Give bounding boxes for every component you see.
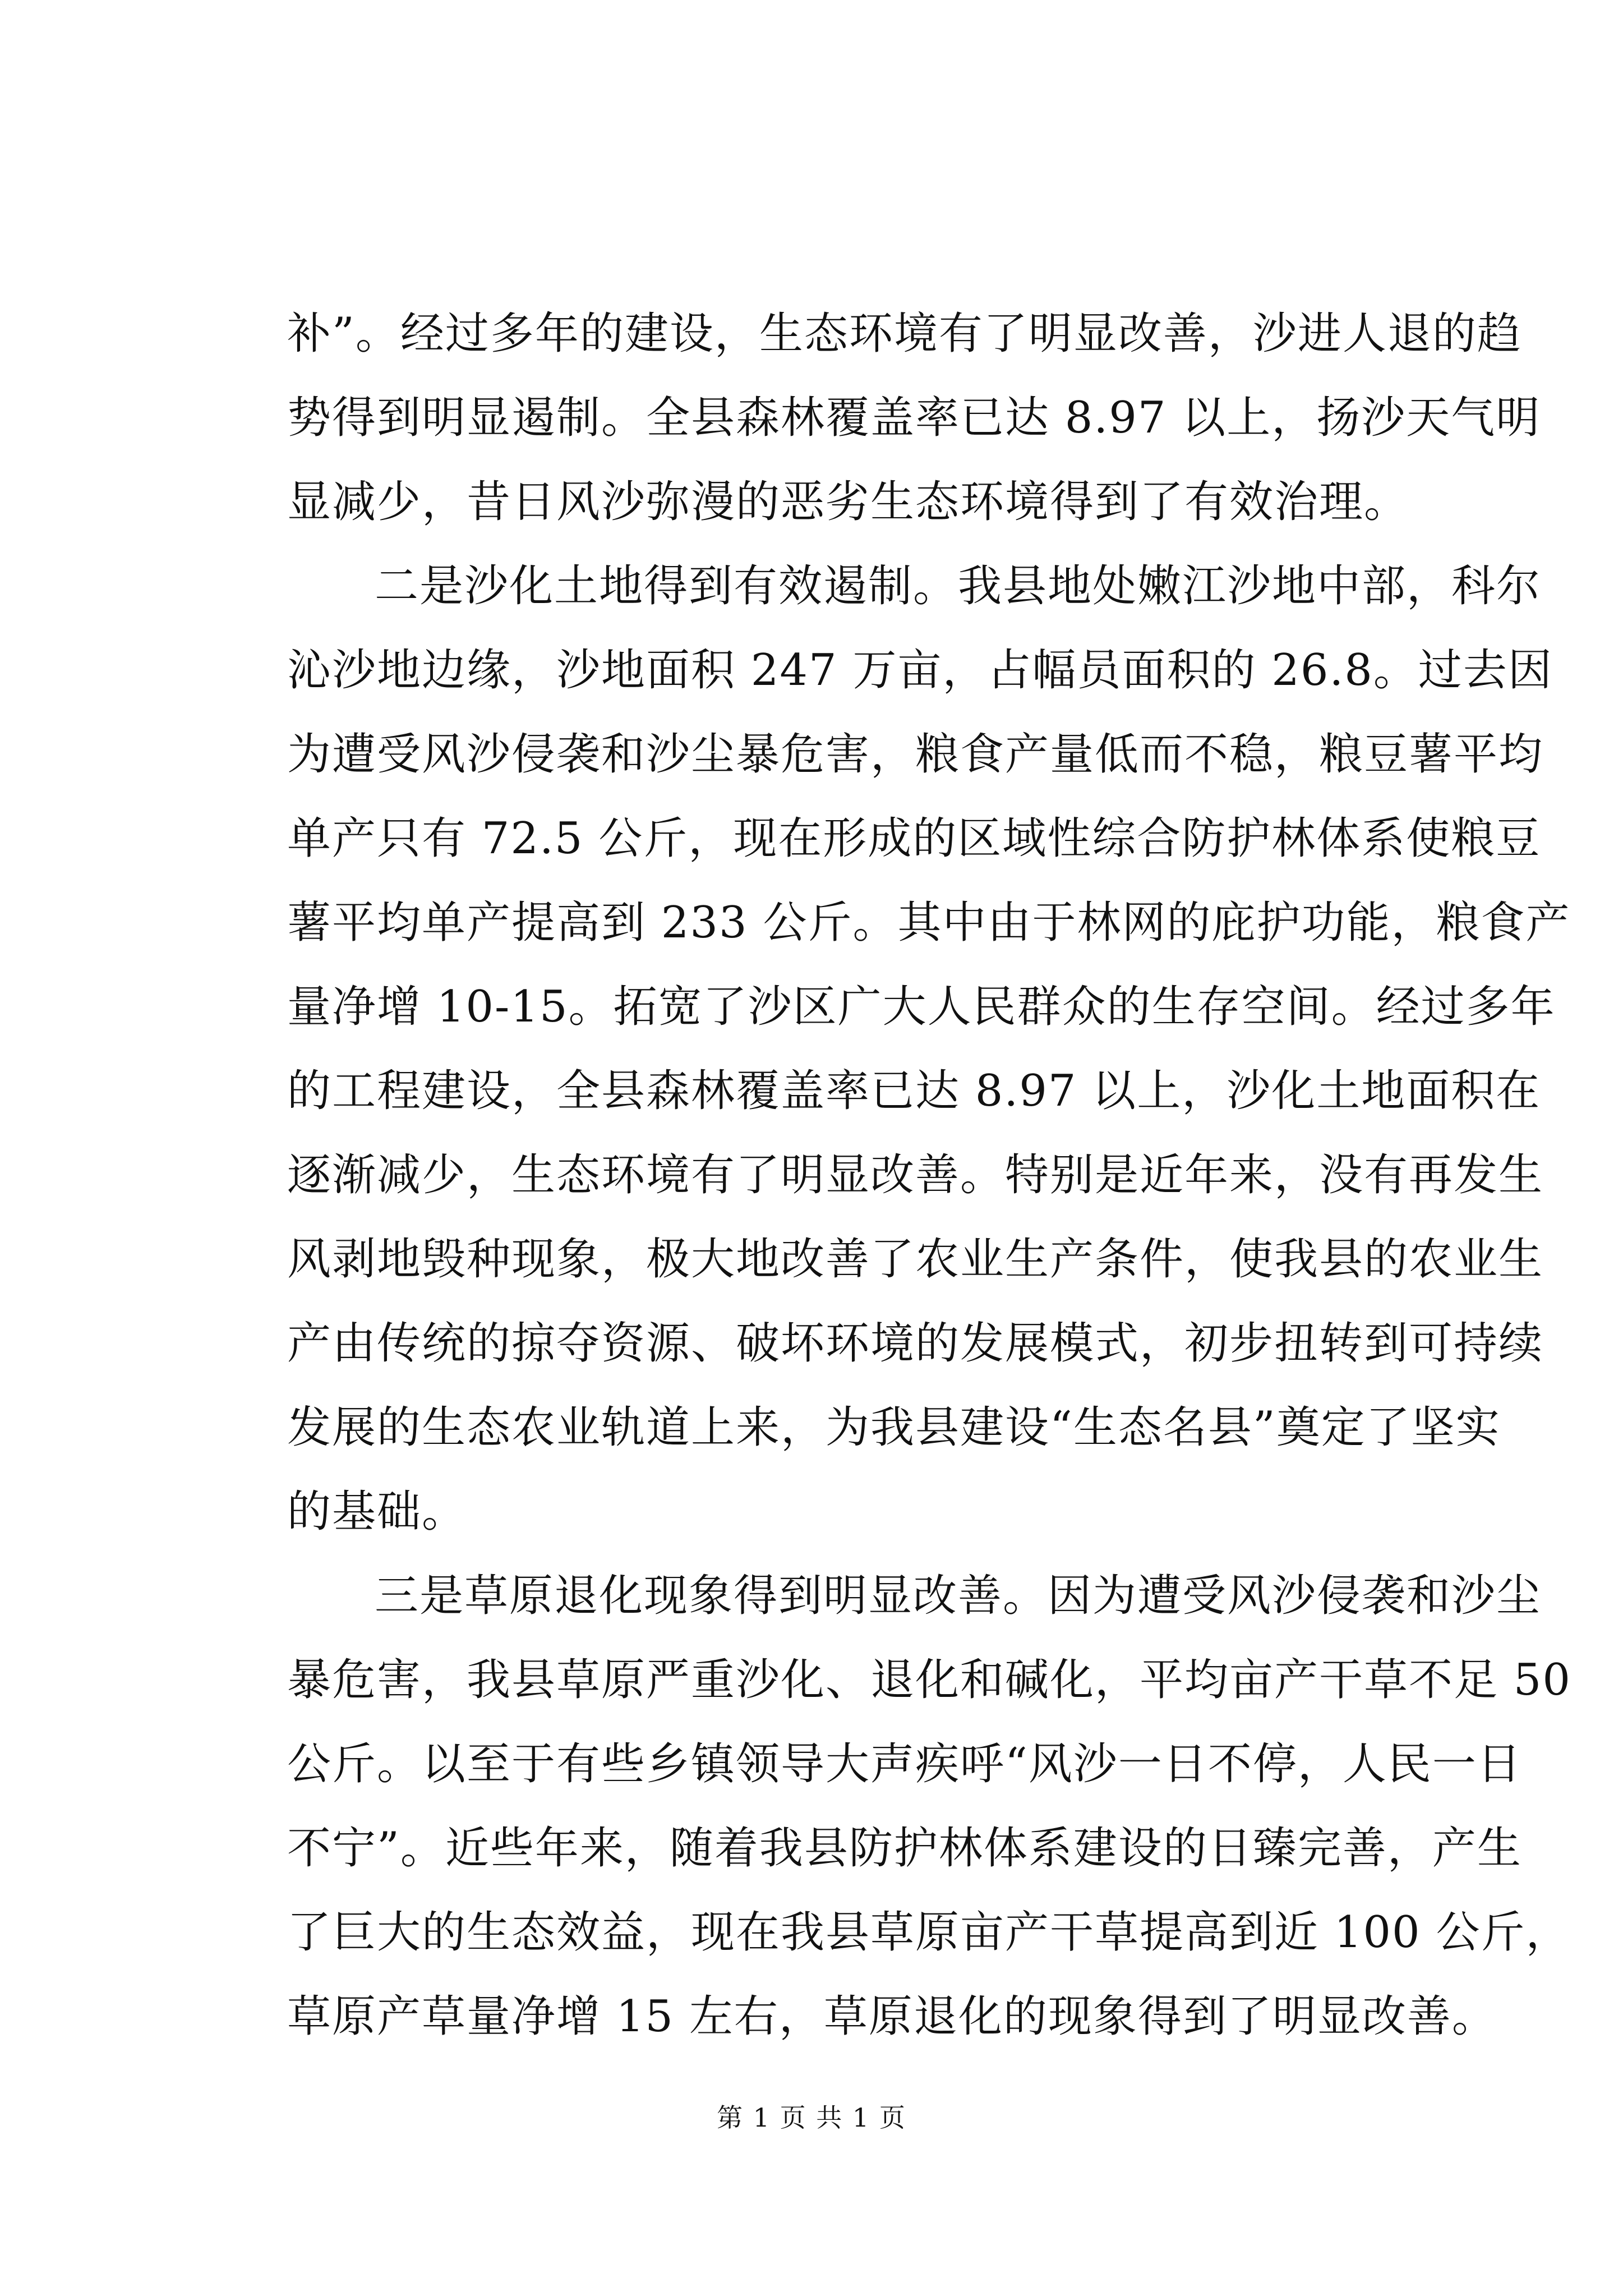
text-line: 产由传统的掠夺资源、破坏环境的发展模式，初步扭转到可持续 [287,1318,1544,1369]
text-line: 势得到明显遏制。全县森林覆盖率已达 8.97 以上，扬沙天气明 [287,393,1541,443]
text-line: 暴危害，我县草原严重沙化、退化和碱化，平均亩产干草不足 50 [287,1655,1572,1705]
text-line: 不宁”。近些年来，随着我县防护林体系建设的日臻完善，产生 [287,1823,1522,1874]
text-line: 风剥地毁种现象，极大地改善了农业生产条件，使我县的农业生 [287,1234,1544,1285]
text-line: 的基础。 [287,1487,467,1537]
text-line: 量净增 10-15。拓宽了沙区广大人民群众的生存空间。经过多年 [287,982,1556,1032]
text-line: 草原产草量净增 15 左右，草原退化的现象得到了明显改善。 [287,1991,1497,2042]
page-number-label: 第 1 页 共 1 页 [717,2102,906,2133]
text-line: 三是草原退化现象得到明显改善。因为遭受风沙侵袭和沙尘 [375,1571,1542,1621]
text-line: 二是沙化土地得到有效遏制。我县地处嫩江沙地中部，科尔 [375,561,1542,611]
text-line: 沁沙地边缘，沙地面积 247 万亩，占幅员面积的 26.8。过去因 [287,645,1553,696]
text-line: 的工程建设，全县森林覆盖率已达 8.97 以上，沙化土地面积在 [287,1066,1541,1116]
text-line: 为遭受风沙侵袭和沙尘暴危害，粮食产量低而不稳，粮豆薯平均 [287,729,1544,780]
text-line: 逐渐减少，生态环境有了明显改善。特别是近年来，没有再发生 [287,1150,1544,1200]
text-line: 公斤。以至于有些乡镇领导大声疾呼“风沙一日不停，人民一日 [287,1739,1522,1789]
text-line: 显减少，昔日风沙弥漫的恶劣生态环境得到了有效治理。 [287,477,1409,527]
text-line: 了巨大的生态效益，现在我县草原亩产干草提高到近 100 公斤， [287,1907,1571,1958]
text-line: 薯平均单产提高到 233 公斤。其中由于林网的庇护功能，粮食产 [287,898,1571,948]
text-line: 补”。经过多年的建设，生态环境有了明显改善，沙进人退的趋 [287,309,1522,359]
page-footer [0,2101,1623,2134]
text-line: 发展的生态农业轨道上来，为我县建设“生态名县”奠定了坚实 [287,1402,1501,1453]
text-line: 单产只有 72.5 公斤，现在形成的区域性综合防护林体系使粮豆 [287,813,1541,864]
